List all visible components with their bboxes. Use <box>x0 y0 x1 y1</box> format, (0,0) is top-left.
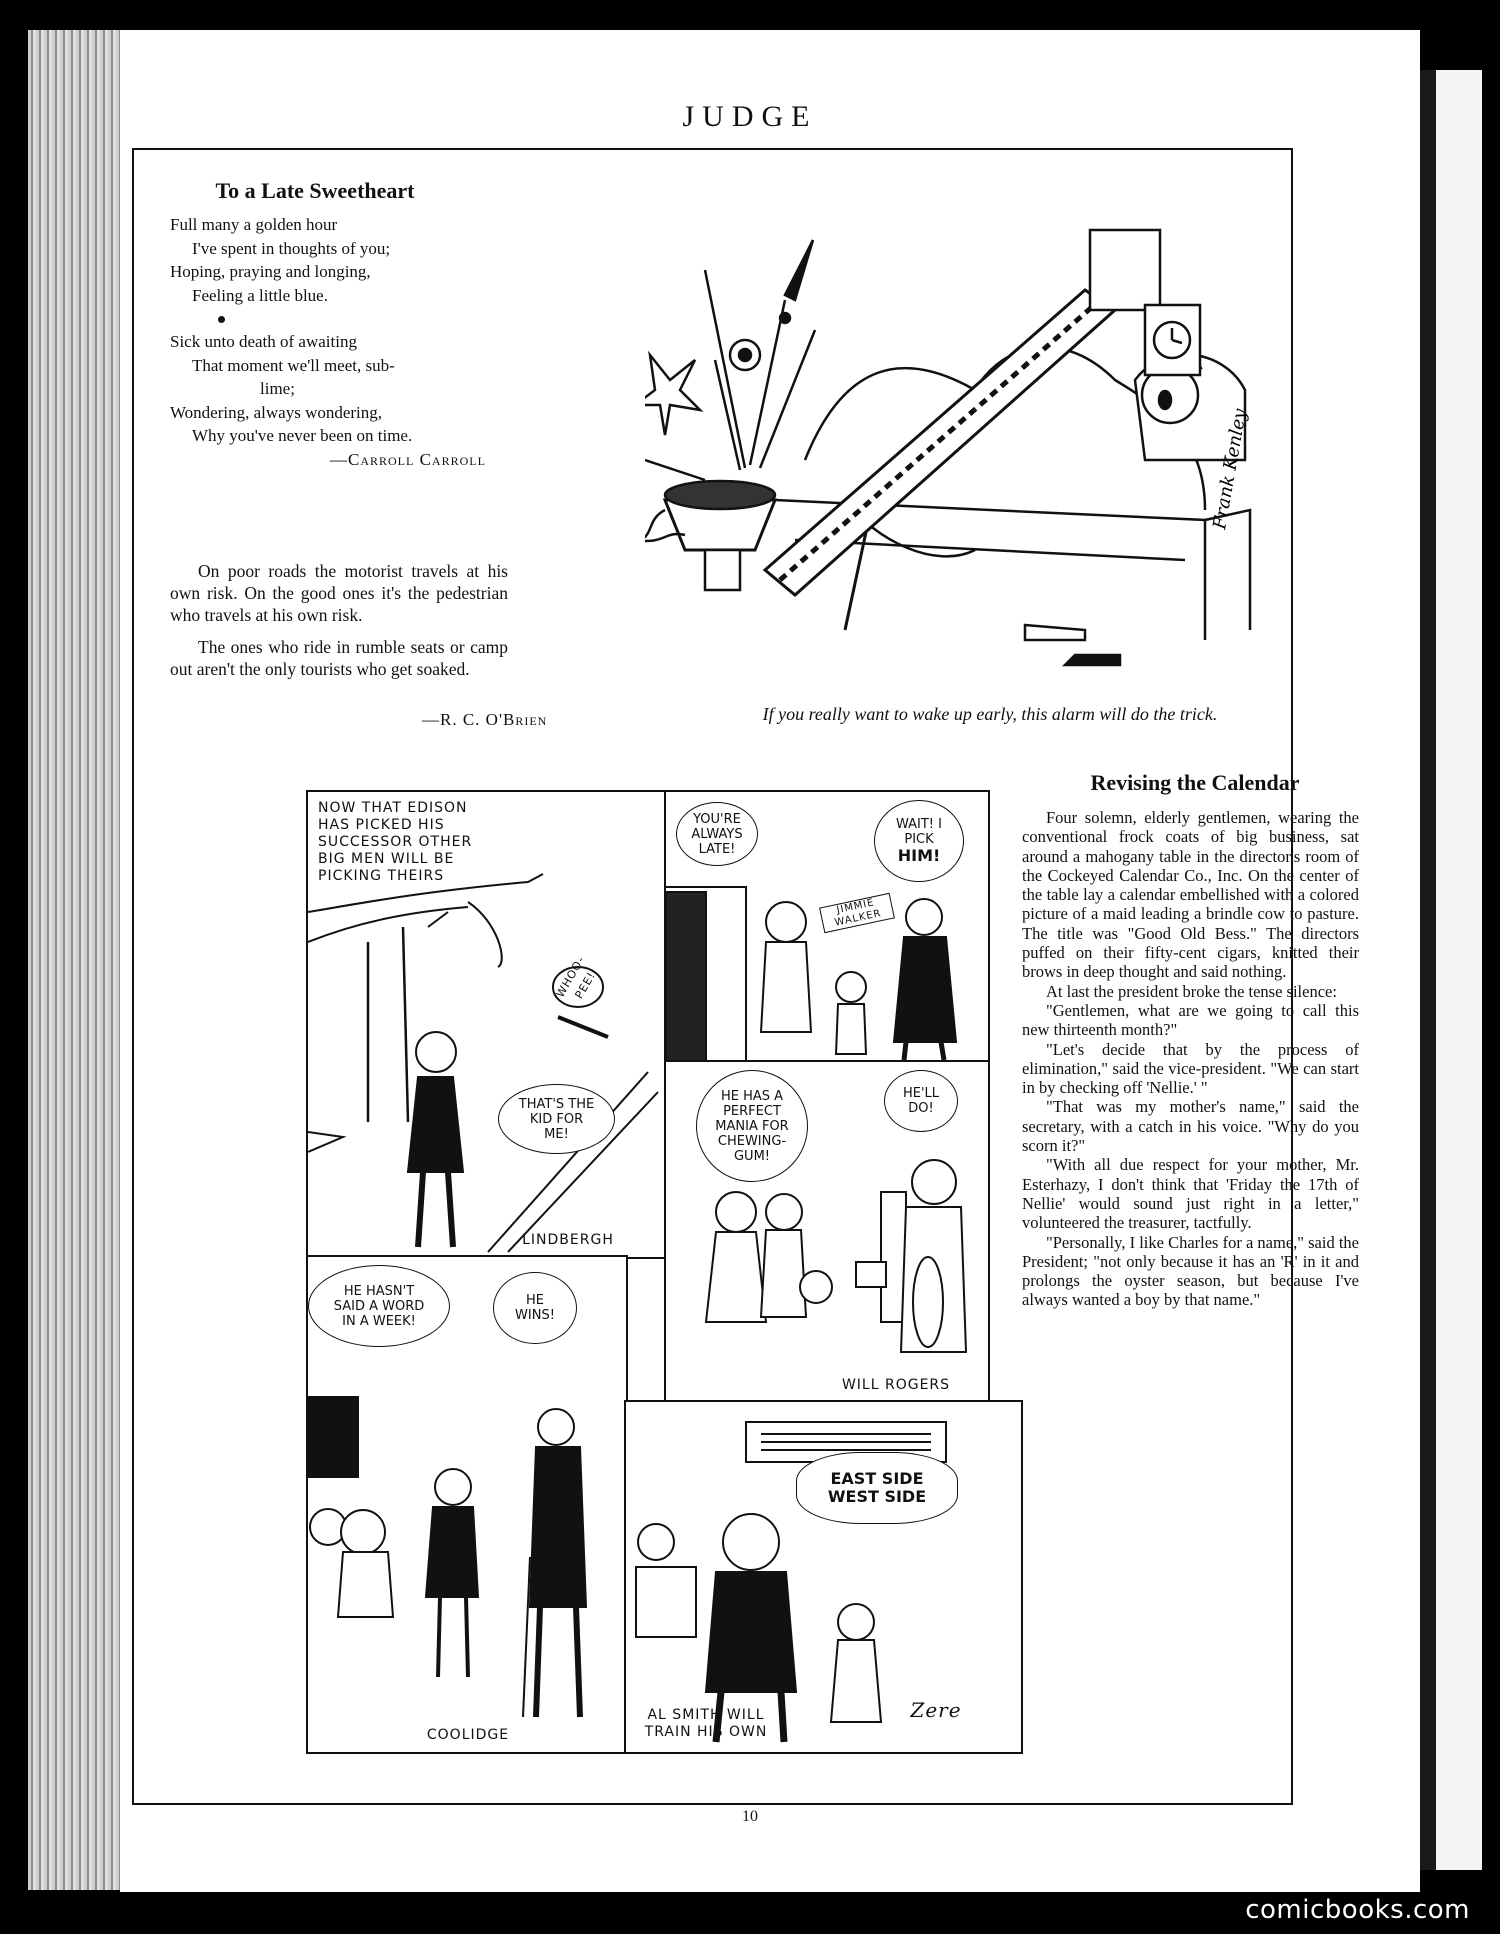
poem-line: Why you've never been on time. <box>192 426 413 445</box>
panel-walker <box>664 790 990 1064</box>
panel-rogers <box>664 1060 990 1404</box>
panel-label: WILL ROGERS <box>841 1377 951 1393</box>
poem-line: Sick unto death of awaiting <box>170 332 357 351</box>
poem-line: Wondering, always wondering, <box>170 402 383 422</box>
bubble-emphasis: HIM! <box>897 846 941 865</box>
comic-strip <box>296 790 1026 1750</box>
alarm-cartoon-drawing <box>645 210 1275 693</box>
next-page-edge <box>1436 70 1482 1870</box>
whoopee-text: WHOO-PEE! <box>553 953 599 1002</box>
poem-line: Feeling a little blue. <box>192 285 328 305</box>
poem-title: To a Late Sweetheart <box>215 178 415 203</box>
article-paragraph: "Gentlemen, what are we going to call this new thirteenth month?" <box>1022 1000 1359 1040</box>
panel-label: AL SMITH WILL TRAIN HIS OWN <box>644 1707 768 1740</box>
site-watermark: comicbooks.com <box>1245 1895 1470 1925</box>
poem-line: I've spent in thoughts of you; <box>192 238 391 258</box>
panel-caption: NOW THAT EDISON HAS PICKED HIS SUCCESSOR OTHER BIG MEN WILL BE PICKING THEIRS <box>318 800 473 884</box>
poem-line: lime; <box>260 379 295 398</box>
speech-bubble: YOU'RE ALWAYS LATE! <box>676 802 758 866</box>
article-paragraph: "Personally, I like Charles for a name," said the President; "not only because it has an 'R' in it and prolongs the oyster season, but because I've always wanted a boy by that name." <box>1022 1232 1359 1310</box>
panel-coolidge <box>306 1255 628 1754</box>
cartoonist-signature: Frank Kenley <box>1209 407 1252 531</box>
page-number: 10 <box>742 1808 758 1825</box>
panel-label: LINDBERGH <box>522 1232 614 1248</box>
article-paragraph: "That was my mother's name," said the secretary, with a catch in his voice. "Why do you scorn it?" <box>1022 1097 1359 1156</box>
article-paragraph: Four solemn, elderly gentlemen, wearing the conventional frock coats of big business, sat around a mahogany table in the director's room of the Cockeyed Calendar Co., Inc. On the center of the table lay a calendar embellished with a colored picture of a maid leading a brindle cow to pasture. The title was "Good Old Bess." The directors puffed on their fifty-cent cigars, knitted their brows in deep thought and said nothing. <box>1022 808 1359 982</box>
poem-line: Hoping, praying and longing, <box>170 262 371 281</box>
magazine-masthead: JUDGE <box>682 100 818 133</box>
poem-byline: —Carroll Carroll <box>330 449 486 469</box>
alarm-cartoon <box>645 210 1275 693</box>
comic-signature: Zere <box>910 1698 962 1722</box>
poem-body <box>170 213 510 471</box>
walker-sign: JIMMIE WALKER <box>819 893 895 933</box>
poem-line: That moment we'll meet, sub- <box>192 355 395 375</box>
joke-paragraphs <box>170 560 508 690</box>
speech-bubble: THAT'S THE KID FOR ME! <box>498 1084 615 1154</box>
bubble-text: WAIT! I PICK <box>896 817 942 847</box>
speech-bubble: HE HAS A PERFECT MANIA FOR CHEWING- GUM! <box>696 1070 808 1182</box>
speech-bubble: HE'LL DO! <box>884 1070 958 1132</box>
joke-byline: —R. C. O'Brien <box>422 710 548 729</box>
article-paragraph: "Let's decide that by the process of elimination," said the vice-president. "We can start in by checking off 'Nellie.' " <box>1022 1039 1359 1098</box>
poem-line: Full many a golden hour <box>170 215 338 234</box>
article-body <box>1022 808 1359 1310</box>
book-gutter-shadow <box>1420 70 1436 1870</box>
speech-bubble <box>874 800 964 882</box>
article-title: Revising the Calendar <box>1090 770 1300 795</box>
panel-lindbergh <box>306 790 668 1259</box>
article-paragraph: "With all due respect for your mother, Mr. Esterhazy, I don't think that 'Friday the 17th of Nellie' would sound just right in a letter," volunteered the treasurer, tactfully. <box>1022 1155 1359 1233</box>
speech-bubble: HE HASN'T SAID A WORD IN A WEEK! <box>308 1265 450 1347</box>
joke-paragraph: On poor roads the motorist travels at his own risk. On the good ones it's the pedestrian who travels at his own risk. <box>170 561 508 625</box>
panel-al-smith <box>624 1400 1023 1754</box>
speech-bubble: HE WINS! <box>493 1272 577 1344</box>
cartoon-caption: If you really want to wake up early, this alarm will do the trick. <box>762 704 1218 724</box>
speech-bubble: EAST SIDE WEST SIDE <box>796 1452 958 1524</box>
joke-paragraph: The ones who ride in rumble seats or camp out aren't the only tourists who get soaked. <box>170 637 508 679</box>
panel-label: COOLIDGE <box>426 1727 510 1743</box>
article-paragraph: At last the president broke the tense silence: <box>1046 981 1337 1001</box>
lindbergh-drawing <box>308 792 666 1257</box>
